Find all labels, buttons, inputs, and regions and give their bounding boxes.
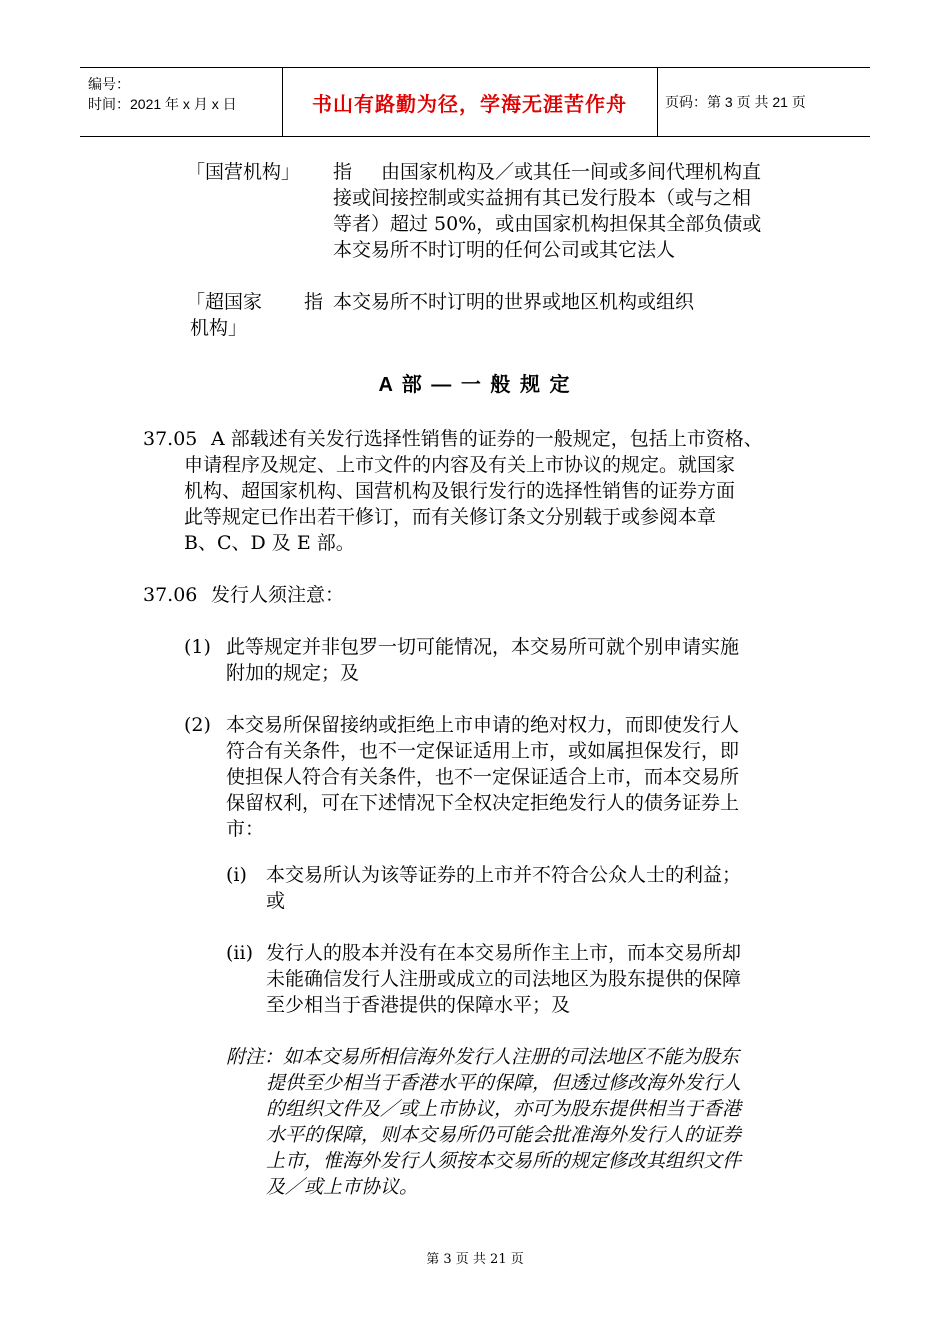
list-item-line: 此等规定并非包罗一切可能情况，本交易所可就个别申请实施 [226, 636, 740, 658]
sub-item-line: 未能确信发行人注册或成立的司法地区为股东提供的保障 [266, 968, 742, 990]
definition-term: 「超国家 [186, 291, 263, 313]
note-line: 的组织文件及／或上市协议，亦可为股东提供相当于香港 [266, 1098, 742, 1120]
note-line: 提供至少相当于香港水平的保障，但透过修改海外发行人 [266, 1072, 742, 1094]
paragraph-line: A 部载述有关发行选择性销售的证券的一般规定，包括上市资格、 [211, 428, 763, 450]
list-item-line: 保留权利，可在下述情况下全权决定拒绝发行人的债务证券上 [226, 792, 740, 814]
header-divider [657, 68, 658, 136]
list-item-line: 附加的规定；及 [226, 662, 360, 684]
paragraph-line: 此等规定已作出若干修订，而有关修订条文分别载于或参阅本章 [184, 506, 717, 528]
definition-term: 「国营机构」 [186, 161, 301, 183]
list-item-line: 本交易所保留接纳或拒绝上市申请的绝对权力，而即使发行人 [226, 714, 740, 736]
list-item-number: (1) [184, 636, 211, 658]
section-title: A 部 — 一 般 规 定 [378, 374, 572, 396]
note-line: 附注：如本交易所相信海外发行人注册的司法地区不能为股东 [226, 1046, 740, 1068]
sub-item-line: 本交易所认为该等证券的上市并不符合公众人士的利益； [266, 864, 742, 886]
paragraph-number: 37.06 [143, 584, 198, 606]
definition-line: 本交易所不时订明的任何公司或其它法人 [333, 239, 676, 261]
note-line: 及／或上市协议。 [266, 1176, 419, 1198]
paragraph-number: 37.05 [143, 428, 198, 450]
header-motto: 书山有路勤为径，学海无涯苦作舟 [312, 93, 627, 116]
sub-item-line: 至少相当于香港提供的保障水平；及 [266, 994, 571, 1016]
sub-item-line: 或 [266, 890, 286, 912]
definition-line: 由国家机构及／或其任一间或多间代理机构直 [381, 161, 762, 183]
definition-line: 等者）超过 50%，或由国家机构担保其全部负债或 [333, 213, 762, 235]
header-page-label: 页码：第 3 页 共 21 页 [665, 94, 806, 110]
definition-line: 本交易所不时订明的世界或地区机构或组织 [333, 291, 695, 313]
note-line: 水平的保障，则本交易所仍可能会批准海外发行人的证券 [266, 1124, 742, 1146]
definition-term: 机构」 [190, 317, 248, 339]
list-item-line: 符合有关条件，也不一定保证适用上市，或如属担保发行，即 [226, 740, 740, 762]
number-label: 编号： [88, 76, 130, 92]
page-header [80, 67, 870, 137]
note-line: 上市，惟海外发行人须按本交易所的规定修改其组织文件 [266, 1150, 742, 1172]
paragraph-line: 发行人须注意： [211, 584, 345, 606]
date-label: 时间：2021 年 x 月 x 日 [88, 96, 237, 112]
page-footer: 第 3 页 共 21 页 [426, 1252, 524, 1267]
paragraph-line: B、C、D 及 E 部。 [184, 532, 355, 554]
definition-zhi: 指 [304, 291, 324, 313]
header-left [88, 74, 237, 114]
sub-item-number: (ii) [226, 942, 253, 964]
sub-item-number: (i) [226, 864, 247, 886]
list-item-line: 使担保人符合有关条件，也不一定保证适合上市，而本交易所 [226, 766, 740, 788]
definition-zhi: 指 [333, 161, 353, 183]
paragraph-line: 申请程序及规定、上市文件的内容及有关上市协议的规定。就国家 [184, 454, 736, 476]
paragraph-line: 机构、超国家机构、国营机构及银行发行的选择性销售的证券方面 [184, 480, 736, 502]
list-item-number: (2) [184, 714, 211, 736]
list-item-line: 市： [226, 818, 265, 840]
definition-line: 接或间接控制或实益拥有其已发行股本（或与之相 [333, 187, 752, 209]
sub-item-line: 发行人的股本并没有在本交易所作主上市，而本交易所却 [266, 942, 742, 964]
